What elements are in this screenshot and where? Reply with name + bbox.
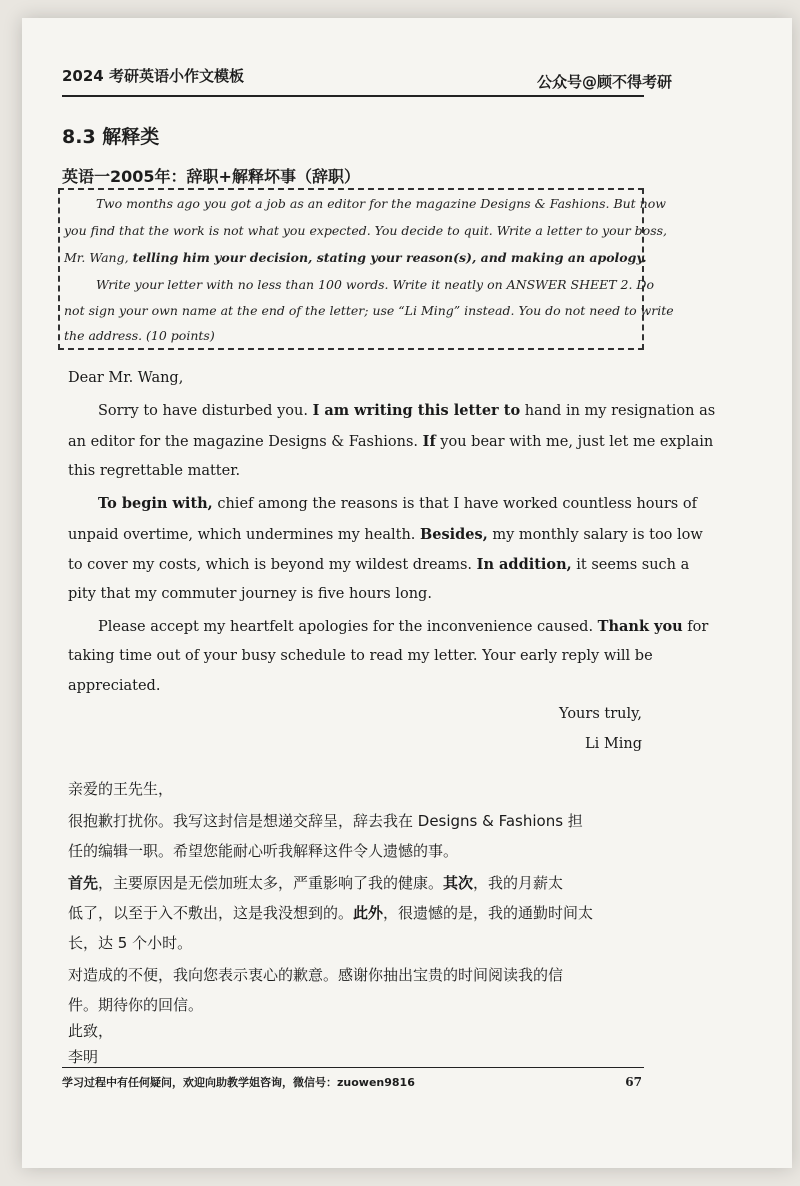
letter-line: appreciated. xyxy=(68,678,161,694)
cn-salutation: 亲爱的王先生， xyxy=(68,780,174,798)
letter-line: unpaid overtime, which undermines my health. Besides, my monthly salary is too low xyxy=(68,526,703,543)
letter-line: Please accept my heartfelt apologies for the inconvenience caused. Thank you for xyxy=(98,618,709,635)
prompt-box xyxy=(58,188,674,350)
footer-note: 学习过程中有任何疑问，欢迎向助教学姐咨询，微信号：zuowen9816 xyxy=(62,1076,415,1089)
letter-line: Sorry to have disturbed you. I am writing this letter to hand in my resignation as xyxy=(98,402,716,419)
prompt-line: Mr. Wang, telling him your decision, stating your reason(s), and making an apology. xyxy=(64,250,647,265)
header-divider xyxy=(62,95,644,97)
cn-line: 长，达 5 个小时。 xyxy=(68,934,193,952)
cn-closing: 此致， xyxy=(68,1022,114,1040)
letter-signature: Li Ming xyxy=(585,736,642,752)
page-number: 67 xyxy=(625,1075,642,1089)
letter-line: To begin with, chief among the reasons is that I have worked countless hours of xyxy=(98,495,697,512)
cn-line: 首先，主要原因是无偿加班太多，严重影响了我的健康。其次，我的月薪太 xyxy=(68,874,564,892)
cn-line: 对造成的不便，我向您表示衷心的歉意。感谢你抽出宝贵的时间阅读我的信 xyxy=(68,966,564,984)
book-page xyxy=(22,18,792,1168)
letter-salutation: Dear Mr. Wang, xyxy=(68,370,184,386)
cn-signature: 李明 xyxy=(68,1048,99,1066)
prompt-line: Two months ago you got a job as an editor for the magazine Designs & Fashions. But now xyxy=(96,196,666,211)
letter-line: to cover my costs, which is beyond my wildest dreams. In addition, it seems such a xyxy=(68,556,690,573)
prompt-line: not sign your own name at the end of the letter; use “Li Ming” instead. You do not need to write xyxy=(64,303,674,318)
prompt-line: you find that the work is not what you expected. You decide to quit. Write a letter to your boss, xyxy=(64,223,668,238)
cn-line: 很抱歉打扰你。我写这封信是想递交辞呈，辞去我在 Designs & Fashions 担 xyxy=(68,812,583,830)
letter-line: this regrettable matter. xyxy=(68,463,241,479)
letter-closing: Yours truly, xyxy=(559,706,642,722)
header-book-title: 2024 考研英语小作文模板 xyxy=(62,67,244,85)
letter-line: pity that my commuter journey is five hours long. xyxy=(68,586,432,602)
header-account: 公众号@顾不得考研 xyxy=(536,73,672,91)
cn-line: 低了，以至于入不敷出，这是我没想到的。此外，很遗憾的是，我的通勤时间太 xyxy=(68,904,594,922)
section-title: 8.3 解释类 xyxy=(62,126,160,148)
letter-line: taking time out of your busy schedule to read my letter. Your early reply will be xyxy=(68,648,653,664)
footer-divider xyxy=(62,1067,644,1068)
letter-line: an editor for the magazine Designs & Fashions. If you bear with me, just let me explain xyxy=(68,433,714,450)
prompt-line: the address. (10 points) xyxy=(64,328,215,343)
cn-line: 件。期待你的回信。 xyxy=(68,996,204,1014)
cn-line: 任的编辑一职。希望您能耐心听我解释这件令人遗憾的事。 xyxy=(68,842,459,860)
exam-subheading: 英语一2005年：辞职+解释坏事（辞职） xyxy=(62,167,360,186)
prompt-line: Write your letter with no less than 100 words. Write it neatly on ANSWER SHEET 2. Do xyxy=(96,277,654,292)
